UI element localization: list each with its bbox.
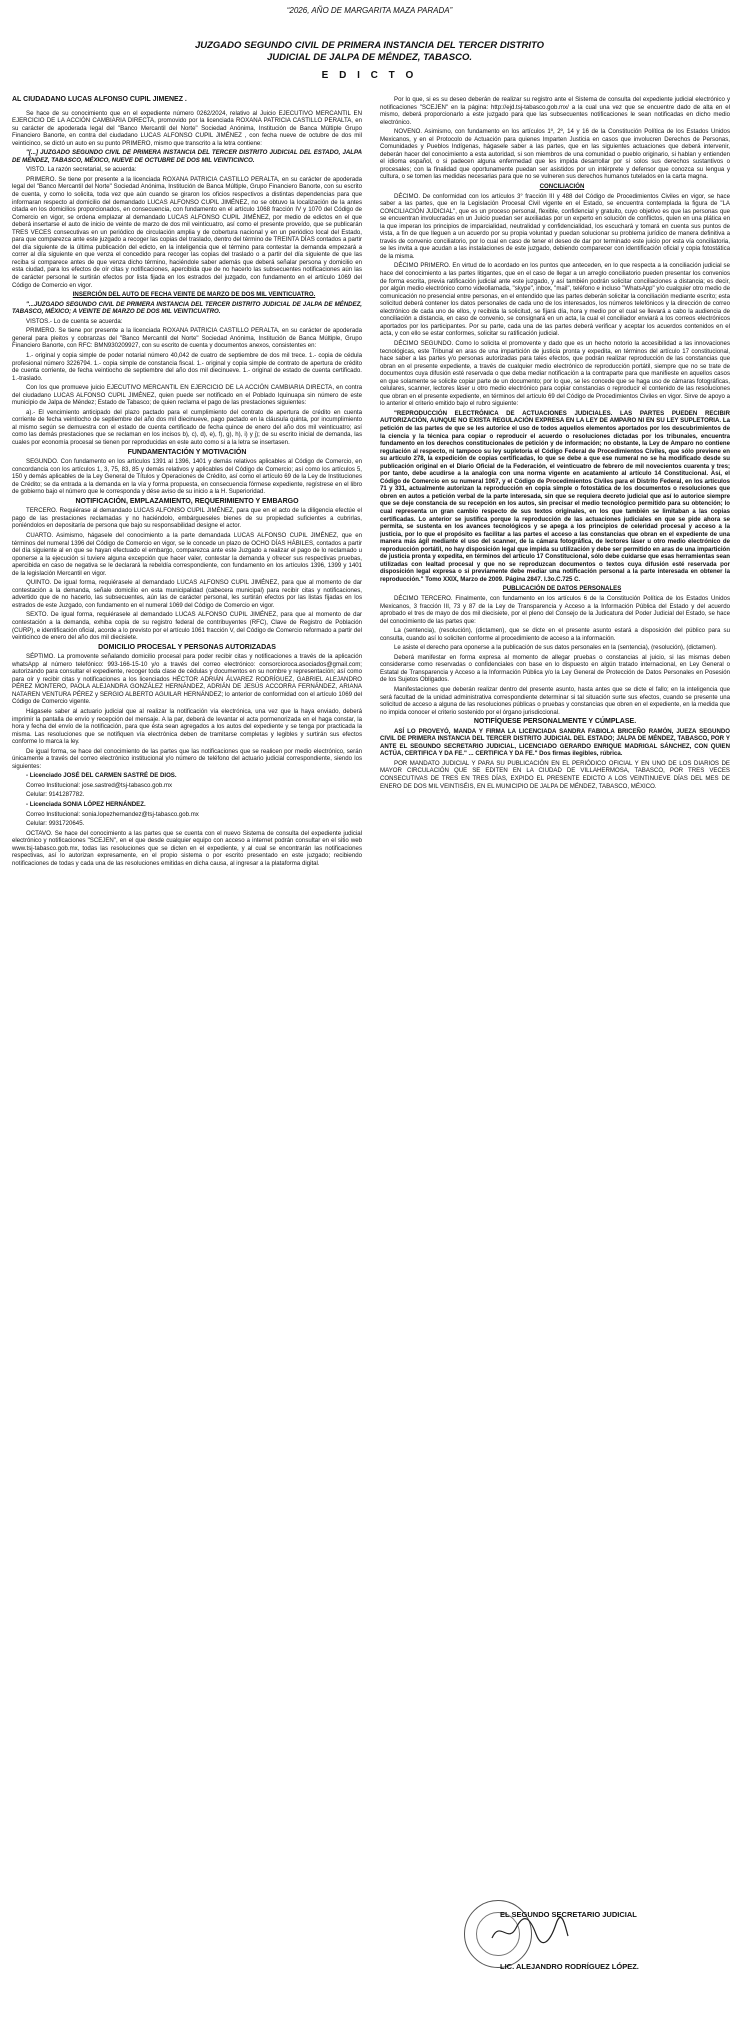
court-line-1: JUZGADO SEGUNDO CIVIL DE PRIMERA INSTANCIA DEL TERCER DISTRITO [194,40,545,51]
signature-name: LIC. ALEJANDRO RODRÍGUEZ LÓPEZ. [500,1962,639,1971]
fundamentacion-title: FUNDAMENTACIÓN Y MOTIVACIÓN [127,448,247,456]
licenciado-1-cel: Celular: 9141287782. [26,791,85,799]
decimo-primero-paragraph: DÉCIMO PRIMERO. En virtud de lo acordado en los puntos que anteceden, en lo que respecta a la conciliación judicial se hace del conocimiento a las partes litigantes, que en el caso de llegar a un arreglo conciliatorio pueden presentar los convenios de forma escrita, previa ratificación judicial ante este juzgado, y así también podrán solicitar conciliaciones a distancia; es decir, por algún medio electrónico como videollamada, "skype", inbox, "mail", teléfono e incluso "WhatsApp" y/o cualquier otro medio de comunicación no presencial entre personas, en el entendido que las partes deberán solicitar la conciliación mediante escrito; esta solicitud deberá contener los datos personales de cada uno de los interesados, los números telefónicos y la dirección de correo electrónico de cada uno de ellos, y recibida la solicitud, se fijará día, hora y medio por el cual se llevará a cabo la audiencia de conciliación a distancia, en caso de convenio, se consignará en un acta, la cual el conciliador enviará a los correos electrónicos aportados por los participantes. Por su parte, cada una de las partes deberá verificar y aceptar los acuerdos contenidos en el acta, y con ello se estar conformes, solicitar su ratificación judicial. [380,262,730,338]
licenciado-1: - Licenciado JOSÉ DEL CARMEN SASTRÉ DE DIOS. [26,772,177,780]
notificaciones-paragraph: De igual forma, se hace del conocimiento de las partes que las notificaciones que se realicen por medio electrónico, serán únicamente a través del correo electrónico institucional y/o número de teléfono del actuario judicial correspondiente, siendo los siguientes: [12,747,362,770]
sexto-paragraph: SEXTO. De igual forma, requiérasele al demandado LUCAS ALFONSO CUPIL JIMÉNEZ, para que al momento de dar contestación a la demanda, exhiba copia de su registro federal de contribuyentes (RFC), Clave de Registro de Población (CURP), e identificación oficial, acorde a lo previsto por el artículo 1061 fracción V, del Código de Comercio reformado a partir del veinticinco de enero del año dos mil diecisiete. [12,611,362,642]
left-column [12,96,362,1960]
noveno-paragraph: NOVENO. Asimismo, con fundamento en los artículos 1º, 2º, 14 y 16 de la Constitución Política de los Estados Unidos Mexicanos, y en el Protocolo de Actuación para quienes Imparten Justicia en casos que involucren Derechos de Personas, Comunidades y Pueblos Indígenas, hágasele saber a las partes, que en las siguientes actuaciones que deberá intervenir, deberán hacer del conocimiento a esta autoridad, si son miembros de una comunidad o pueblo originario, si hablan y entienden el idioma español, o si padecen alguna enfermedad que les impida desarrollar por sí solos sus derechos sustantivos o procesales; con la finalidad que oportunamente puedan ser asistidos por un intérprete y defensor que conozca su lengua y cultura, o se tomen las medidas necesarias para que no se vulneren sus derechos humanos tutelados en la carta magna. [380,128,730,181]
court-heading-quote: "[...] JUZGADO SEGUNDO CIVIL DE PRIMERA INSTANCIA DEL TERCER DISTRITO JUDICIAL DEL ESTADO, JALPA DE MÉNDEZ, TABASCO, MÉXICO, NUEVE DE OCTUBRE DE DOS MIL VEINTICINCO. [12,149,362,164]
notificacion-title: NOTIFICACIÓN, EMPLAZAMIENTO, REQUERIMIENTO Y EMBARGO [75,497,299,505]
primero-2-paragraph: PRIMERO. Se tiene por presente a la licenciada ROXANA PATRICIA CASTILLO PERALTA, en su carácter de apoderada general para pleitos y cobranzas del "Banco Mercantil del Norte" Sociedad Anónima, Institución de Banca Múltiple, Grupo Financiero Banorte, con RFC: BMN930209927, con su escrito de cuenta y documentos anexos, consistentes en: [12,327,362,350]
licenciado-2-mail: Correo Institucional: sonia.lopezhernandez@tsj-tabasco.gob.mx [26,810,199,818]
promueve-paragraph: Con los que promueve juicio EJECUTIVO MERCANTIL EN EJERCICIO DE LA ACCIÓN CAMBIARIA DIRECTA, en contra del ciudadano LUCAS ALFONSO CUPIL JIMÉNEZ, quien puede ser notificado en el Poblado Iquinuapa sin número de este municipio de Jalpa de Méndez; Estado de Tabasco; de quien reclama el pago de las prestaciones siguientes: [12,384,362,407]
octavo-paragraph: OCTAVO. Se hace del conocimiento a las partes que se cuenta con el nuevo Sistema de consulta del expediente judicial electrónico y notificaciones "SCEJEN", en el que desde cualquier equipo con acceso a internet podrán consultar en el sitio web www.tsj-tabasco.gob.mx, todas las resoluciones que se dicten en el expediente, y al cual se encontrarán las notificaciones respectivas, así lo autorizan expresamente, en el propio sistema o por escrito presentado en este juzgado; recibiendo notificaciones de todas y cada una de las resoluciones emitidas en dicha causa, al ingresar a la plataforma digital. [12,829,362,867]
intro-paragraph: Se hace de su conocimiento que en el expediente número 0262/2024, relativo al Juicio EJECUTIVO MERCANTIL EN EJERCICIO DE LA ACCIÓN CAMBIARIA DIRECTA, promovido por la licenciada ROXANA PATRICIA CASTILLO PERALTA, en su carácter de apoderada legal del "Banco Mercantil del Norte" Sociedad Anónima, Institución de Banca Múltiple Grupo Financiero Banorte, en contra del ciudadano LUCAS ALFONSO CUPIL JIMÉNEZ , con fecha nueve de octubre de dos mil veinticinco, se dictó un auto en su punto PRIMERO, mismo que transcrito a la letra contiene: [12,109,362,147]
tercero-paragraph: TERCERO. Requiérase al demandado LUCAS ALFONSO CUPIL JIMÉNEZ, para que en el acto de la diligencia efectúe el pago de las prestaciones reclamadas y no haciéndolo, embárgueseles bienes de su propiedad suficientes a cubrirlas, poniéndolos en depositaría de persona que bajo su responsabilidad designe el actor. [12,507,362,530]
addressee: AL CIUDADANO LUCAS ALFONSO CUPIL JIMÉNEZ . [12,96,187,103]
vistos-paragraph: VISTOS.- Lo de cuenta se acuerda: [26,317,123,325]
manifestar-paragraph: Deberá manifestar en forma expresa al momento de allegar pruebas o constancias al juicio, si las mismas deben considerarse como reservadas o confidenciales con base en lo dispuesto en algún tratado internacional, en Ley General o Estatal de Transparencia y Acceso a la Información Pública y/o la Ley General de Protección de Datos Personales en Posesión de los Sujetos Obligados. [380,653,730,684]
right-column [380,96,730,1960]
signature-scrawl [490,1916,570,1946]
mandato-paragraph: POR MANDATO JUDICIAL Y PARA SU PUBLICACIÓN EN EL PERIÓDICO OFICIAL Y EN UNO DE LOS DIARIOS DE MAYOR CIRCULACIÓN QUE SE EDITEN EN LA CIUDAD DE VILLAHERMOSA, TABASCO, POR TRES VECES CONSECUTIVAS DE TRES EN TRES DÍAS, EXPIDO EL PRESENTE EDICTO A LOS VEINTINUEVE DÍAS DEL MES DE ENERO DE DOS MIL VEINTISÉIS, EN EL MUNICIPIO DE JALPA DE MÉNDEZ, TABASCO, MÉXICO. [380,759,730,790]
signature-block [380,1898,730,1998]
segundo-paragraph: SEGUNDO. Con fundamento en los artículos 1391 al 1396, 1401 y demás relativos aplicables al Código de Comercio, en concordancia con los artículos 1, 3, 75, 83, 85 y demás relativos y aplicables del Código de Comercio; así como los artículos 5, 150 y demás aplicables de la Ley General de Títulos y Operaciones de Crédito, así como el artículo 69 de la Ley de Instituciones de Crédito; se da entrada a la demanda en la vía y forma propuesta, en consecuencia fórmese expediente, regístrese en el libro de gobierno bajo el número que le corresponda y dése aviso de su inicio a la H. Superioridad. [12,458,362,496]
septimo-paragraph: SÉPTIMO. La promovente señalando domicilio procesal para poder recibir citas y notificaciones a través de la aplicación whatsApp al número telefónico: 993-166-15-10 y/o a través del correo electrónico: consorcioroca.asociados@gmail.com; autorizando para consultar el expediente, recoger toda clase de cédulas y documentos en su nombre y representación; así como para oír y recibir citas y notificaciones a los licenciados HÉCTOR ADRIÁN ÁLVAREZ RODRÍGUEZ, GABRIEL ALEJANDRO PÉREZ MONTERO, PAOLA ALEJANDRA GONZÁLEZ HERNÁNDEZ, ADRIÁN DE JESÚS ACCORRA FERNÁNDEZ, ARIANA NATAREN VENTURA PÉREZ y SERGIO ALBERTO AGUILAR HERNÁNDEZ; lo anterior de conformidad con el artículo 1069 del Código de Comercio vigente. [12,653,362,706]
derecho-paragraph: Le asiste el derecho para oponerse a la publicación de sus datos personales en la (sentencia), (resolución), (dictamen). [394,644,717,652]
header-motto: “2026, AÑO DE MARGARITA MAZA PARADA” [286,6,453,15]
cuarto-paragraph: CUARTO. Asimismo, hágasele del conocimiento a la parte demandada LUCAS ALFONSO CUPIL JIMÉNEZ, que en términos del numeral 1396 del Código de Comercio en vigor, se le concede un plazo de OCHO DÍAS HÁBILES, contados a partir del día siguiente al en que se hayan efectuado el embargo, comparezca ante este Juzgado a realizar el pago de lo reclamado u oponerse a la ejecución si tuviere alguna excepción que hacer valer, contestar la demanda y ofrecer sus respectivas pruebas, apercibida en caso de negativa se le declarará la rebeldía correspondiente, con fundamento en los artículos 1396, 1399 y 1401 de la legislación Mercantil en vigor. [12,531,362,577]
licenciado-1-mail: Correo Institucional: jose.sastred@tsj-tabasco.gob.mx [26,781,173,789]
document-title: E D I C T O [321,70,418,81]
asi-lo-proveyo-paragraph: ASÍ LO PROVEYÓ, MANDA Y FIRMA LA LICENCIADA SANDRA FABIOLA BRICEÑO RAMÓN, JUEZA SEGUNDO CIVIL DE PRIMERA INSTANCIA DEL TERCER DISTRITO JUDICIAL DEL ESTADO; JALPA DE MÉNDEZ, TABASCO, POR Y ANTE EL SEGUNDO SECRETARIO JUDICIAL, LICENCIADO GERARDO ENRIQUE MADRIGAL SÁNCHEZ, CON QUIEN ACTÚA, CERTIFICA Y DA FE." ... CERTIFICA Y DA FE." Dos firmas ilegibles, rúbrica. [380,727,730,758]
primero-paragraph: PRIMERO. Se tiene por presente a la licenciada ROXANA PATRICIA CASTILLO PERALTA, en su carácter de apoderada legal del "Banco Mercantil del Norte" Sociedad Anónima, Institución de Banca Múltiple, Grupo Financiero Banorte, con su escrito de cuenta, y como lo solicita, toda vez que aún cuando se giraron los oficios respectivos a distintas dependencias para que informaran respecto al domicilio del demandado LUCAS ALFONSO CUPIL JIMÉNEZ, no se obtuvo la localización de la antes citada en los domicilios proporcionados, en consecuencia, con fundamento en el artículo 1068 fracción IV y 1070 del Código de Comercio en vigor, se ordena emplazar al demandado LUCAS ALFONSO CUPIL JIMÉNEZ, por medio de edictos en el que deberá insertarse el auto de inicio de veinte de marzo de dos mil veinticuatro, así como el presente proveído, que se publicarán TRES VECES consecutivas en un periódico de circulación amplia y de cobertura nacional y en un periódico local del Estado, para que comparezca ante este juzgado a recoger las copias del traslado, dentro del término de TREINTA DÍAS contados a partir del día siguiente de la última publicación del edicto, en la inteligencia que el término para contestar la demanda empezará a correr al día siguiente en que venza el concedido para recoger las copias del traslado o a partir del día siguiente de que las reciba si comparece antes de que venza dicho término, haciéndole saber además que deberá señalar persona y domicilio en esta ciudad, para los efectos de oír citas y notificaciones, apercibida que de no hacerlo las subsecuentes notificaciones aún las de carácter personal le surtirán efectos por lista fijada en los estrados del juzgado, con fundamento en el artículo 1069 del Código de Comercio en vigor. [12,175,362,289]
insertion-title: INSERCIÓN DEL AUTO DE FECHA VEINTE DE MARZO DE DOS MIL VEINTICUATRO. [72,291,316,299]
court-line-2: JUDICIAL DE JALPA DE MÉNDEZ, TABASCO. [267,52,472,63]
decimo-paragraph: DÉCIMO. De conformidad con los artículos 3° fracción III y 488 del Código de Procedimientos Civiles en vigor, se hace saber a las partes, que en la Legislación Procesal Civil vigente en el Estado, se encuentra contemplada la figura de "LA CONCILIACIÓN JUDICIAL", que es un proceso personal, flexible, confidencial y gratuito, cuyo objetivo es que las personas que se encuentran involucradas en un Juicio puedan ser auxiliadas por un experto en solución de conflictos, quien en una plática en la que imperan los principios de imparcialidad, neutralidad y confidencialidad, los escuchará y tomará en cuenta sus puntos de vista, a fin de que lleguen a un acuerdo por su propia voluntad y puedan solucionar su problema jurídico de manera definitiva a través de convenio conciliatorio, por lo cual en caso de tener el deseo de dar por terminado este juicio por esta vía conciliatoria, se les invita a que acudan a las instalaciones de este juzgado, debiendo comparecer con identificación oficial y copia fotostática de la misma. [380,192,730,260]
visto-paragraph: VISTO. La razón secretarial, se acuerda: [26,166,137,174]
manifestaciones-paragraph: Manifestaciones que deberán realizar dentro del presente asunto, hasta antes que se dicte el fallo; en la inteligencia que será facultad de la unidad administrativa correspondiente determinar si tal situación surte sus efectos, cuando se presente una solicitud de acceso a alguna de las resoluciones públicas o pruebas y constancias que obren en el expediente, en la medida que no impida conocer el criterio sostenido por el órgano jurisdiccional. [380,686,730,716]
decimo-tercero-paragraph: DÉCIMO TERCERO. Finalmente, con fundamento en los artículos 6 de la Constitución Política de los Estados Unidos Mexicanos, 3 fracción III, 73 y 87 de la Ley de Transparencia y Acceso a la Información Pública del Estado y del acuerdo aprobado el tres de mayo de dos mil diecisiete, por el pleno del Consejo de la Judicatura del Poder Judicial del Estado, se hace del conocimiento de las partes que: [380,595,730,625]
notifiquese-line: NOTIFÍQUESE PERSONALMENTE Y CÚMPLASE. [473,718,637,726]
prestaciones-paragraph: a).- El vencimiento anticipado del plazo pactado para el cumplimiento del contrato de apertura de crédito en cuenta corriente de fecha veintiocho de septiembre del año dos mil diecinueve, pago pactado en la cláusula quinta, por incumplimiento al mismo según se demuestra con el estado de cuenta certificado de fecha quince de enero del año dos mil veinticuatro; así como las demás prestaciones que se reclaman en los incisos b), c), d), e), f), g), h), i) y j); de su escrito inicial de demanda, las cuales por economía procesal se tienen por reproducidas en este auto como si a la letra se insertasen. [12,408,362,446]
registro-paragraph: Por lo que, si es su deseo deberán de realizar su registro ante el Sistema de consulta del expediente judicial electrónico y notificaciones "SCEJEN" en la página: http://ejd.tsj-tabasco.gob.mx/ a la cual una vez que se encuentre dado de alta en el mismo, deberá proporcionarlo a este juzgado para que las subsecuentes notificaciones le sean notificadas en dicho medio electrónico. [380,96,730,126]
conciliacion-title: CONCILIACIÓN [539,183,585,191]
signature-title: EL SEGUNDO SECRETARIO JUDICIAL [500,1910,637,1919]
decimo-segundo-paragraph: DÉCIMO SEGUNDO. Como lo solicita el promovente y dado que es un hecho notorio la accesibilidad a las innovaciones tecnológicas, este Tribunal en aras de una impartición de justicia pronta y expedita, en términos del artículo 17 constitucional, hace saber a las partes y/o personas autorizadas para tales efectos, que podrán realizar reproducción de las constancias que obran en el presente expediente, a través de cualquier medio electrónico de reproducción portátil, siempre que no se trate de documentos cuya difusión esté reservada o que deba mediar notificación a la contraparte para que manifieste en aquellos casos en que solamente se solicite copiar parte de un documento; por lo que, se les concede que se haga uso de cámaras fotográficas, celulares, scanner, lectores láser u otro medio electrónico para copiar constancias o reproducir el contenido de las resoluciones que obran en el presente expediente, en términos del artículo 69 del Código de Procedimientos Civiles en vigor. Sirve de apoyo a lo anterior el criterio emitido bajo el rubro siguiente: [380,339,730,408]
court-name [0,40,739,64]
court-heading-2: "...JUZGADO SEGUNDO CIVIL DE PRIMERA INSTANCIA DEL TERCER DISTRITO JUDICIAL DE JALPA DE MÉNDEZ, TABASCO, MÉXICO; A VEINTE DE MARZO DE DOS MIL VEINTICUATRO. [12,300,362,316]
sentencia-paragraph: La (sentencia), (resolución), (dictamen), que se dicte en el presente asunto estará a disposición del público para su consulta, cuando así lo soliciten conforme al procedimiento de acceso a la información. [380,627,730,642]
quinto-paragraph: QUINTO. De igual forma, requiérasele al demandado LUCAS ALFONSO CUPIL JIMÉNEZ, para que al momento de dar contestación a la demanda, señale domicilio en esta municipalidad (cabecera municipal) para recibir citas y notificaciones, advertido que de no hacerlo, las subsecuentes, aún las de carácter personal, les surtirán efectos por las listas fijadas en los estrados de este Juzgado, con fundamento en el numeral 1069 del Código de Comercio en vigor. [12,579,362,609]
criterio-paragraph: "REPRODUCCIÓN ELECTRÓNICA DE ACTUACIONES JUDICIALES. LAS PARTES PUEDEN RECIBIR AUTORIZACIÓN, AUNQUE NO EXISTA REGULACIÓN EXPRESA EN LA LEY DE AMPARO NI EN SU LEY SUPLETORIA. La petición de las partes de que se les autorice el uso de todos aquellos elementos aportados por los descubrimientos de la ciencia y la técnica para copiar o reproducir el acuerdo o resoluciones dictadas por los tribunales, encuentra fundamento en los derechos constitucionales de petición y de información; no obstante, la Ley de Amparo no contiene regulación al respecto, ni tampoco su ley supletoria el Código Federal de Procedimientos Civiles, que sólo previene en su artículo 278, la expedición de copias certificadas, lo que se debe a que ese numeral no se ha modificado desde su publicación original en el Diario Oficial de la Federación, el veinticuatro de febrero de mil novecientos cuarenta y tres; por tanto, debe acudirse a la analogía con una norma vigente en acatamiento al artículo 14 Constitucional. Así, el Código de Comercio en su numeral 1067, y el Código de Procedimientos Civiles para el Distrito Federal, en los artículos 71 y 331, actualmente autorizan la reproducción en copia simple o fotostática de los documentos o resoluciones que obren en autos a petición verbal de la parte interesada, sin que se requiera decreto judicial que así lo autorice siempre que se deje constancia de su recepción en los autos, sin precisar el medio tecnológico permitido para su obtención; lo cual representa un gran cambio respecto de sus textos originales, en los que también se limitaban a las copias certificadas. Lo anterior se justifica porque la reproducción de las actuaciones judiciales en que se pide ahora se permita, se sustenta en los avances tecnológicos y se apega a los principios de celeridad procesal y acceso a la justicia, por lo que el propósito es facilitar a las partes el acceso a las constancias que obran en el expediente de una manera más ágil mediante el uso del scanner, de la cámara fotográfica, de lectores láser u otro medio electrónico de reproducción portátil, no hay disposición legal que impida su utilización y debe ser permitido en aras de una impartición de justicia pronta y expedita, en términos del artículo 17 Constitucional, sólo debe cuidarse que esas herramientas sean utilizadas con lealtad procesal y que no se reproduzcan documentos o textos cuya difusión esté reservada por disposición legal expresa o si previamente debe mediar una notificación personal a la parte interesada en obtener la reproducción." Tomo XXIX, Marzo de 2009. Página 2847. I.3o.C.725 C. [380,409,730,583]
actuario-paragraph: Hágasele saber al actuario judicial que al realizar la notificación vía electrónica, una vez que la haya enviado, deberá imprimir la pantalla de envío y recepción del mensaje. A la par, deberá de levantar el acta pormenorizada en el haga constar, la hora y fecha del envío de la notificación, para que ésta sean agregados a los autos del expediente y se tenga por practicada la misma. Las resoluciones que se notifiquen vía electrónica deben de tramitarse completas y legibles y surtirán sus efectos conforme lo marca la ley. [12,708,362,746]
licenciado-2-cel: Celular: 9931720645. [26,820,85,828]
domicilio-title: DOMICILIO PROCESAL Y PERSONAS AUTORIZADAS [98,643,276,651]
documents-list: 1.- original y copia simple de poder notarial número 40,042 de cuatro de septiembre de dos mil trece. 1.- copia de cédula profesional número 3226794. 1.- copia simple de constancia fiscal. 1.- original y copia simple de contrato de apertura de crédito de cuenta corriente, de fecha veintiocho de septiembre del año dos mil diecinueve. 1.- original de estado de cuenta certificado. 1.-traslado. [12,351,362,382]
licenciado-2: - Licenciada SONIA LÓPEZ HERNÁNDEZ. [26,801,146,809]
publicacion-title: PUBLICACIÓN DE DATOS PERSONALES [502,585,622,593]
